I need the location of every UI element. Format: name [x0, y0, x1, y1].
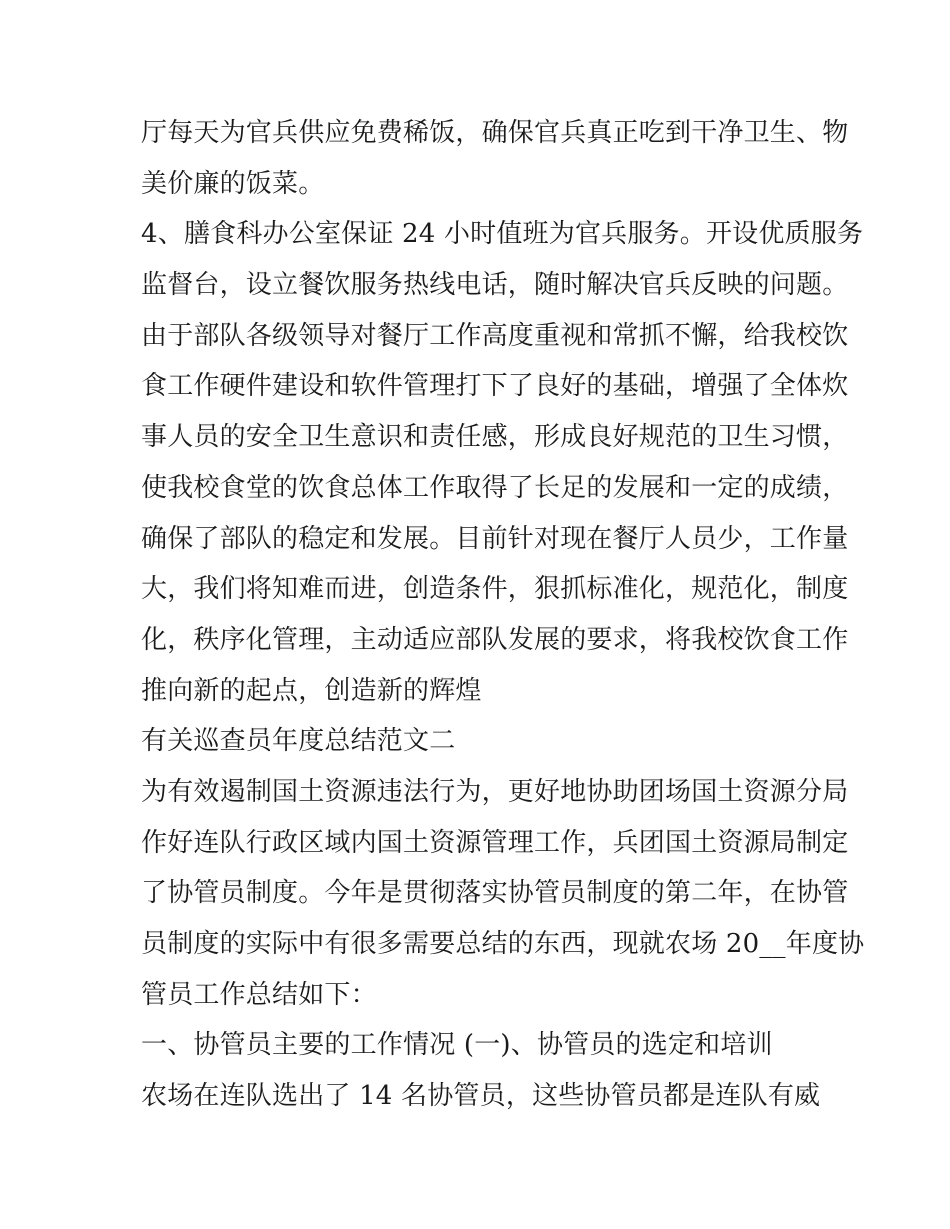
text-line: 监督台，设立餐饮服务热线电话，随时解决官兵反映的问题。	[141, 270, 849, 301]
text-line: 员制度的实际中有很多需要总结的东西，现就农场 20__年度协	[141, 929, 865, 959]
text-line: 农场在连队选出了 14 名协管员，这些协管员都是连队有威	[141, 1081, 821, 1112]
document-body	[141, 108, 865, 1122]
text-line: 由于部队各级领导对餐厅工作高度重视和常抓不懈，给我校饮	[141, 320, 849, 351]
text-line: 事人员的安全卫生意识和责任感，形成良好规范的卫生习惯，	[141, 422, 849, 453]
text-line: 推向新的起点，创造新的辉煌	[141, 675, 482, 706]
section-heading: 有关巡查员年度总结范文二	[141, 726, 456, 757]
text-line: 美价廉的饭菜。	[141, 168, 325, 199]
text-line: 食工作硬件建设和软件管理打下了良好的基础，增强了全体炊	[141, 371, 849, 402]
text-line: 作好连队行政区域内国土资源管理工作，兵团国土资源局制定	[141, 827, 849, 858]
text-line: 厅每天为官兵供应免费稀饭，确保官兵真正吃到干净卫生、物	[141, 118, 849, 148]
text-line: 确保了部队的稳定和发展。目前针对现在餐厅人员少，工作量	[141, 523, 849, 554]
text-line: 管员工作总结如下：	[141, 979, 377, 1010]
subsection-heading: 一、协管员主要的工作情况 (一)、协管员的选定和培训	[141, 1030, 773, 1061]
text-line: 大，我们将知难而进，创造条件，狠抓标准化，规范化，制度	[141, 574, 849, 605]
text-line: 为有效遏制国土资源违法行为，更好地协助团场国土资源分局	[141, 776, 849, 807]
text-line: 4、膳食科办公室保证 24 小时值班为官兵服务。开设优质服务	[141, 219, 864, 250]
text-line: 了协管员制度。今年是贯彻落实协管员制度的第二年，在协管	[141, 878, 849, 909]
text-line: 使我校食堂的饮食总体工作取得了长足的发展和一定的成绩，	[141, 472, 849, 503]
text-line: 化，秩序化管理，主动适应部队发展的要求，将我校饮食工作	[141, 624, 849, 655]
